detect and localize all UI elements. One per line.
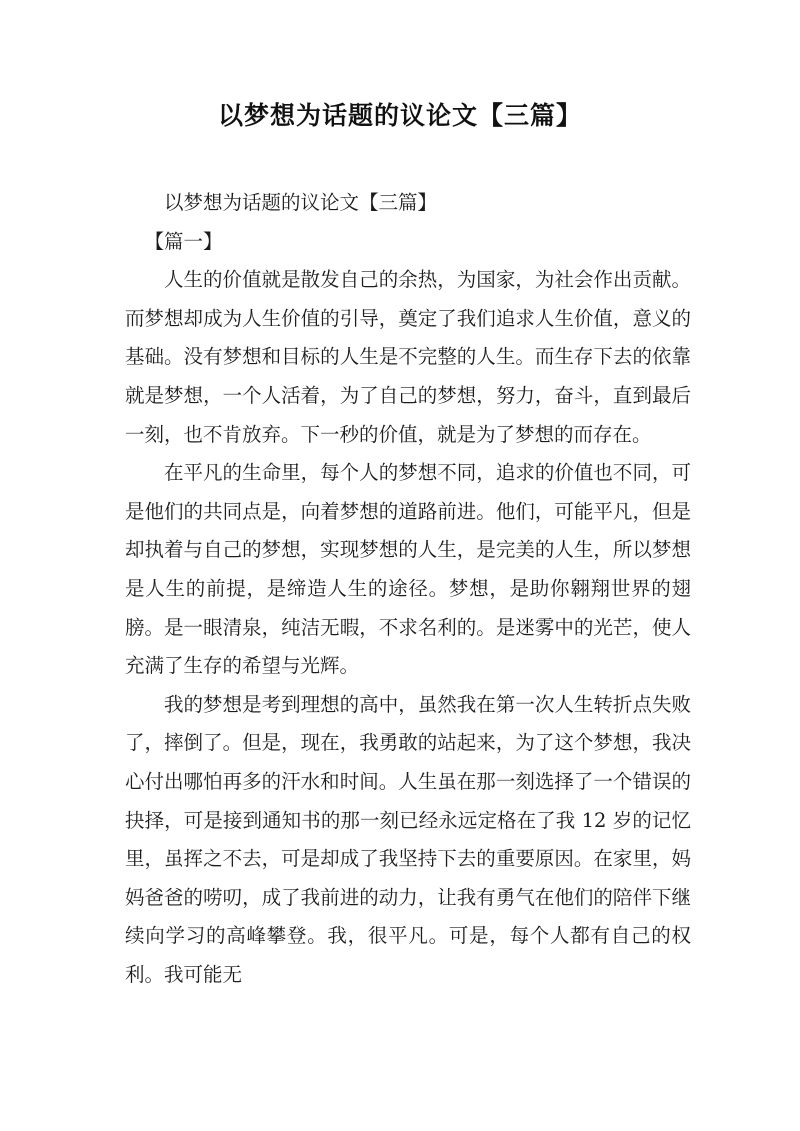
section-label: 【篇一】 (144, 229, 223, 253)
paragraph-3: 我的梦想是考到理想的高中，虽然我在第一次人生转折点失败了，摔倒了。但是，现在，我勇敢的站起来，为了这个梦想，我决心付出哪怕再多的汗水和时间。人生虽在那一刻选择了一个错误的抉择，可是接到通知书的那一刻已经永远定格在了我 12 岁的记忆里，虽挥之不去，可是却成了我坚持下去的重要原因。在家里，妈妈爸爸的唠叨，成了我前进的动力，让我有勇气在他们的陪伴下继续向学习的高峰攀登。我，很平凡。可是，每个人都有自己的权利。我可能无 (125, 692, 691, 986)
document-body (125, 184, 691, 994)
paragraph-1: 人生的价值就是散发自己的余热，为国家，为社会作出贡献。而梦想却成为人生价值的引导，奠定了我们追求人生价值，意义的基础。没有梦想和目标的人生是不完整的人生。而生存下去的依靠就是梦想，一个人活着，为了自己的梦想，努力，奋斗，直到最后一刻，也不肯放弃。下一秒的价值，就是为了梦想的而存在。 (125, 268, 691, 446)
document-subtitle: 以梦想为话题的议论文【三篇】 (164, 191, 438, 214)
document-title: 以梦想为话题的议论文【三篇】 (217, 101, 582, 130)
paragraph-2: 在平凡的生命里，每个人的梦想不同，追求的价值也不同，可是他们的共同点是，向着梦想的道路前进。他们，可能平凡，但是却执着与自己的梦想，实现梦想的人生，是完美的人生，所以梦想是人生的前提，是缔造人生的途径。梦想，是助你翱翔世界的翅膀。是一眼清泉，纯洁无暇，不求名利的。是迷雾中的光芒，使人充满了生存的希望与光辉。 (125, 461, 691, 678)
